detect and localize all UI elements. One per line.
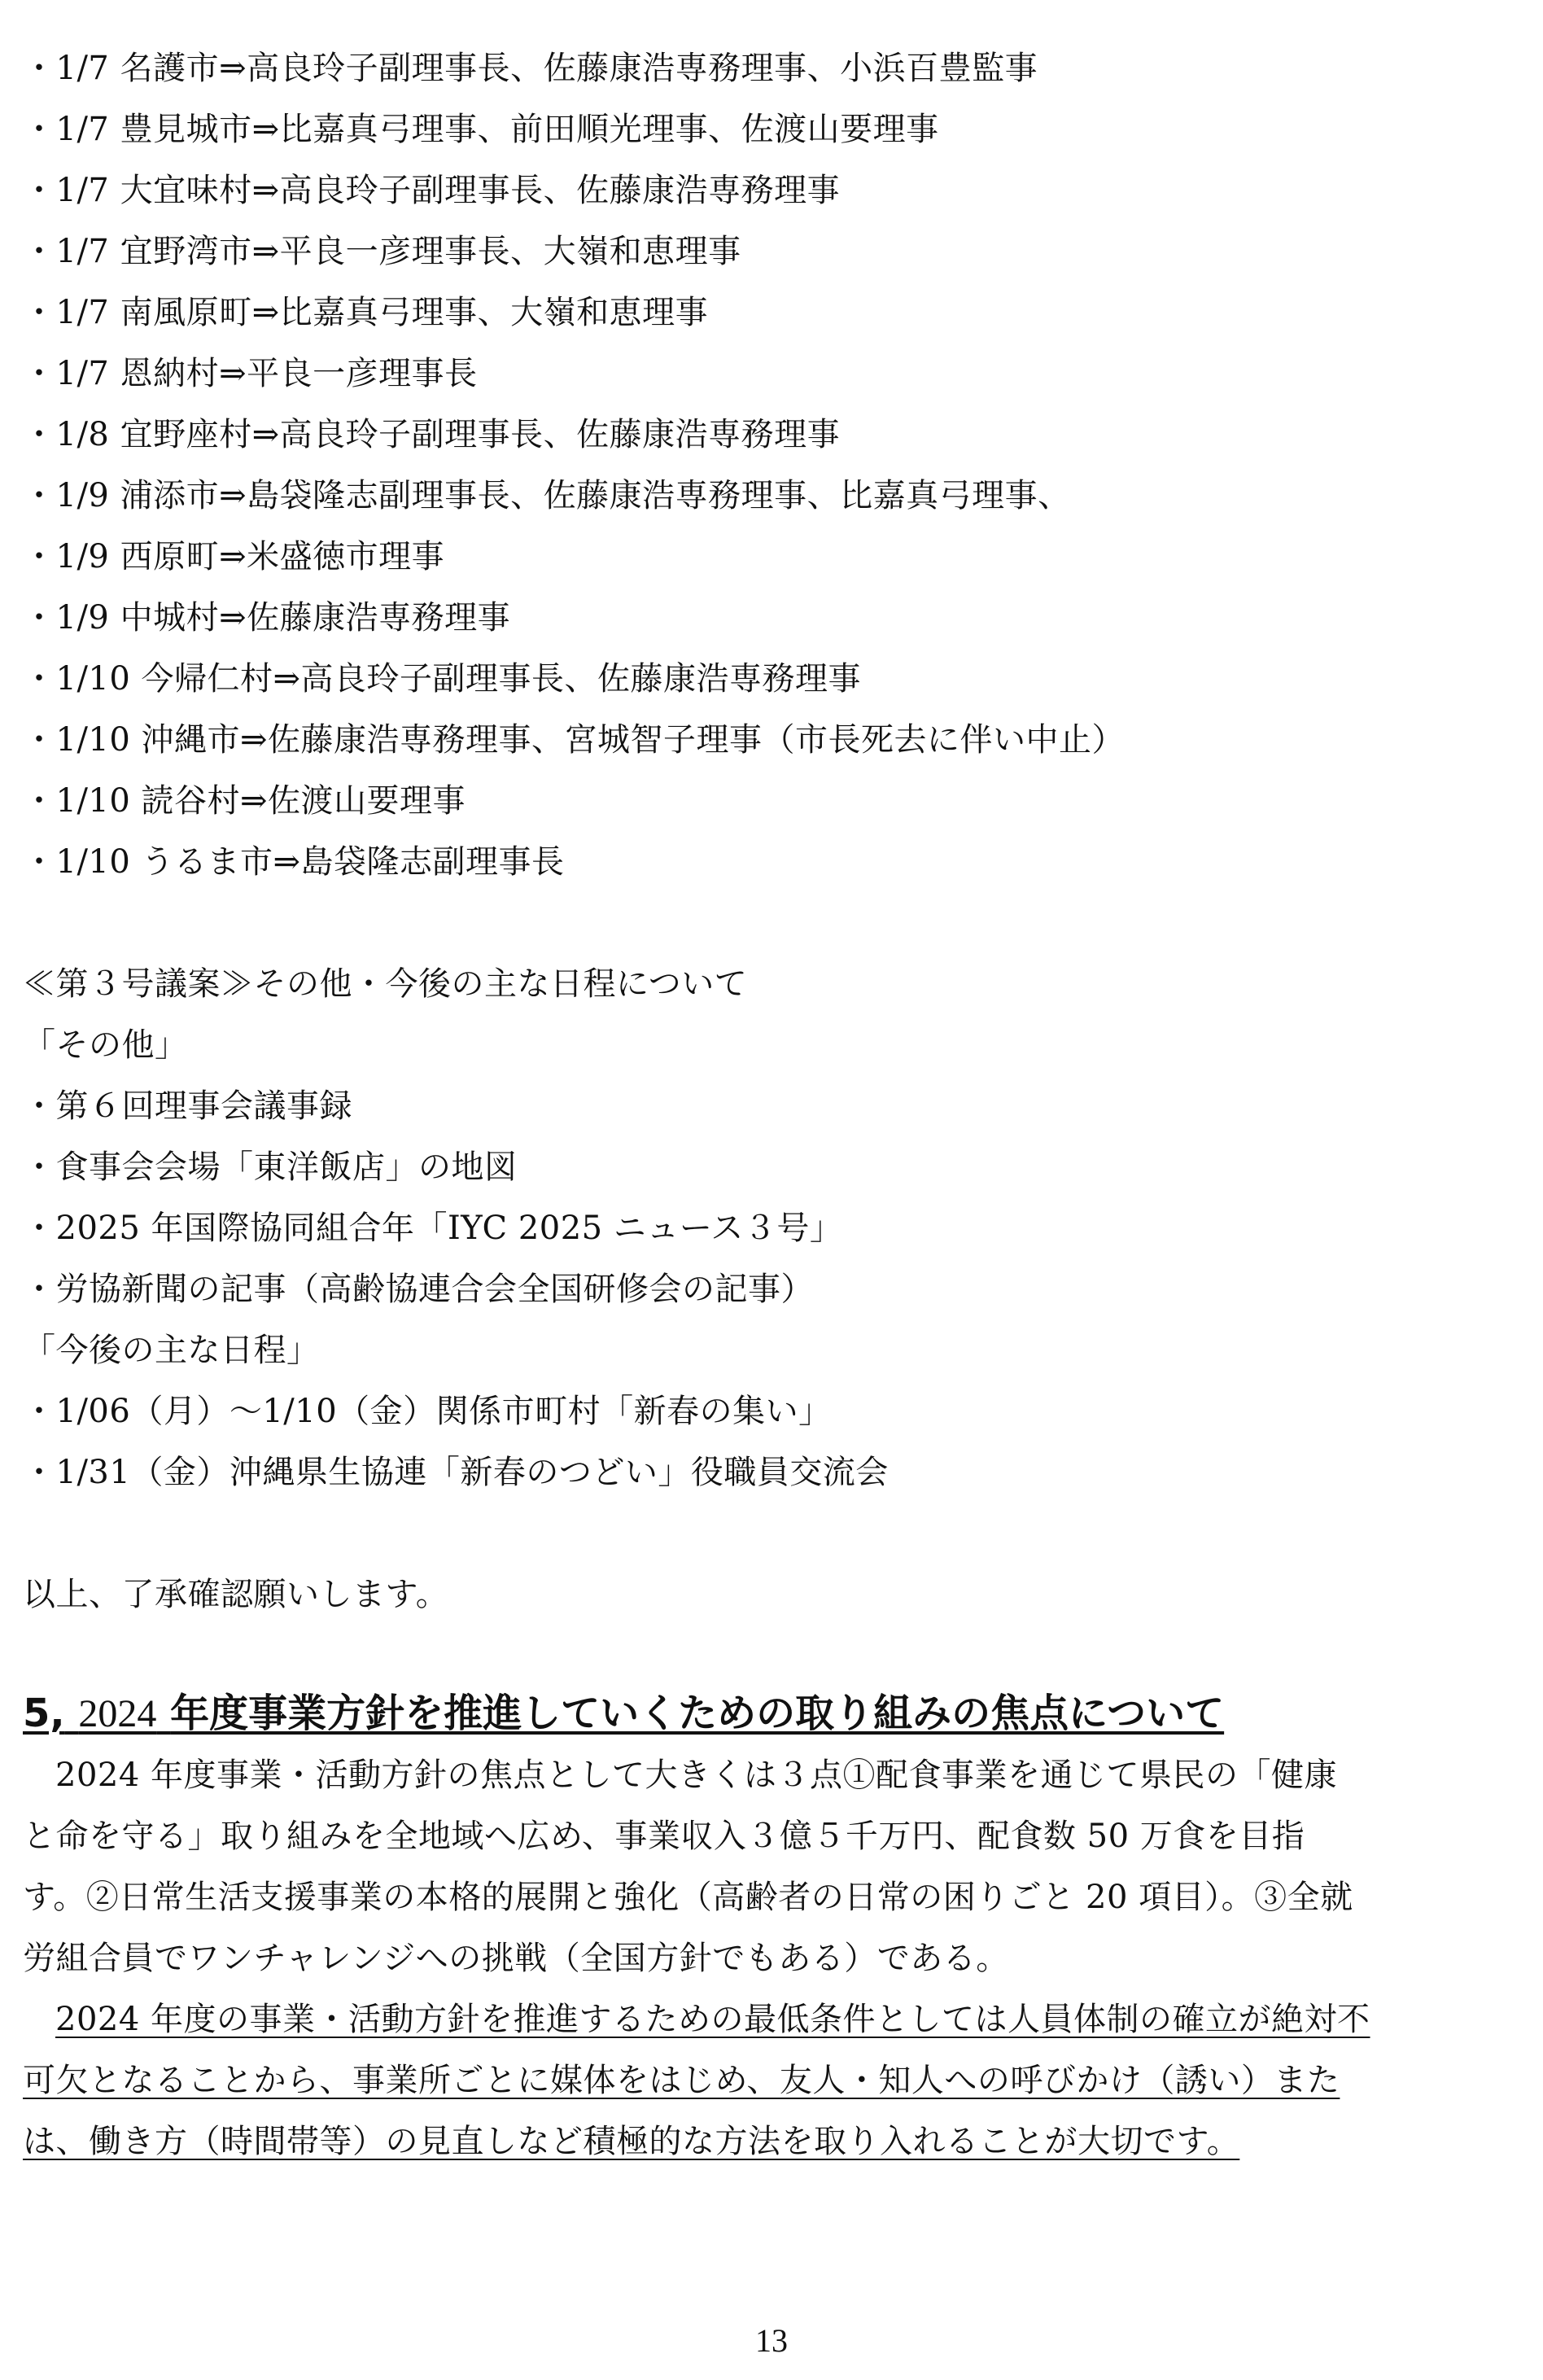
visit-item: ・ 1/10 沖縄市⇒佐藤康浩専務理事、宮城智子理事（市長死去に伴い中止） xyxy=(23,719,1125,761)
visit-item: ・ 1/10 読谷村⇒佐渡山要理事 xyxy=(23,780,466,822)
paragraph1-line: す。②日常生活支援事業の本格的展開と強化（高齢者の日常の困りごと 20 項目）。③全就 xyxy=(23,1879,1353,1916)
visit-item: ・ 1/7 恩納村⇒平良一彦理事長 xyxy=(23,352,478,395)
section5-title: 年度事業方針を推進していくための取り組みの焦点について xyxy=(170,1691,1225,1736)
visit-item: ・ 1/7 宜野湾市⇒平良一彦理事長、大嶺和恵理事 xyxy=(23,230,741,273)
schedule-item: ・ 1/31（金）沖縄県生協連「新春のつどい」役職員交流会 xyxy=(23,1451,889,1494)
paragraph2-line-wrap xyxy=(23,2059,1340,2102)
other-item: ・ 食事会会場「東洋飯店」の地図 xyxy=(23,1146,518,1188)
visit-item: ・ 1/9 西原町⇒米盛徳市理事 xyxy=(23,536,444,578)
section5-year: 2024 xyxy=(78,1692,157,1735)
other-label: 「その他」 xyxy=(23,1026,188,1064)
paragraph2-line-wrap xyxy=(23,1998,1370,2041)
paragraph1-line: 労組合員でワンチャレンジへの挑戦（全国方針でもある）である。 xyxy=(23,1940,1009,1977)
paragraph2-line-wrap xyxy=(23,2120,1239,2163)
other-item: ・ 2025 年国際協同組合年「IYC 2025 ニュース３号」 xyxy=(23,1207,842,1249)
closing-text: 以上、了承確認願いします。 xyxy=(23,1576,449,1613)
section5-heading xyxy=(23,1689,1224,1739)
visit-item: ・ 1/7 南風原町⇒比嘉真弓理事、大嶺和恵理事 xyxy=(23,291,708,334)
other-item: ・ 第６回理事会議事録 xyxy=(23,1085,352,1127)
paragraph2-line: 可欠となることから、事業所ごとに媒体をはじめ、友人・知人への呼びかけ（誘い）また xyxy=(23,2062,1340,2099)
section5-number: 5, xyxy=(23,1691,65,1736)
other-item: ・ 労協新聞の記事（高齢協連合会全国研修会の記事） xyxy=(23,1268,814,1310)
visit-item: ・ 1/10 今帰仁村⇒高良玲子副理事長、佐藤康浩専務理事 xyxy=(23,658,861,700)
paragraph2-line: は、働き方（時間帯等）の見直しなど積極的な方法を取り入れることが大切です。 xyxy=(23,2123,1240,2160)
paragraph1-line: と命を守る」取り組みを全地域へ広め、事業収入３億５千万円、配食数 50 万食を目指 xyxy=(23,1818,1305,1855)
schedule-item: ・ 1/06（月）～1/10（金）関係市町村「新春の集い」 xyxy=(23,1390,832,1433)
visit-item: ・ 1/7 名護市⇒高良玲子副理事長、佐藤康浩専務理事、小浜百豊監事 xyxy=(23,47,1038,90)
agenda3-title: ≪第３号議案≫その他・今後の主な日程について xyxy=(23,965,748,1003)
visit-item: ・ 1/9 中城村⇒佐藤康浩専務理事 xyxy=(23,597,510,639)
visit-item: ・ 1/8 宜野座村⇒高良玲子副理事長、佐藤康浩専務理事 xyxy=(23,413,840,456)
visit-item: ・ 1/7 大宜味村⇒高良玲子副理事長、佐藤康浩専務理事 xyxy=(23,169,840,212)
paragraph1-line: 2024 年度事業・活動方針の焦点として大きくは３点①配食事業を通じて県民の「健康 xyxy=(55,1757,1338,1794)
visit-item: ・ 1/10 うるま市⇒島袋隆志副理事長 xyxy=(23,841,565,883)
page-number: 13 xyxy=(755,2322,788,2359)
paragraph2-line: 2024 年度の事業・活動方針を推進するための最低条件としては人員体制の確立が絶対不 xyxy=(55,2001,1370,2038)
visit-item: ・ 1/7 豊見城市⇒比嘉真弓理事、前田順光理事、佐渡山要理事 xyxy=(23,108,939,151)
visit-item: ・ 1/9 浦添市⇒島袋隆志副理事長、佐藤康浩専務理事、比嘉真弓理事、 xyxy=(23,475,1071,517)
schedule-label: 「今後の主な日程」 xyxy=(23,1332,320,1369)
